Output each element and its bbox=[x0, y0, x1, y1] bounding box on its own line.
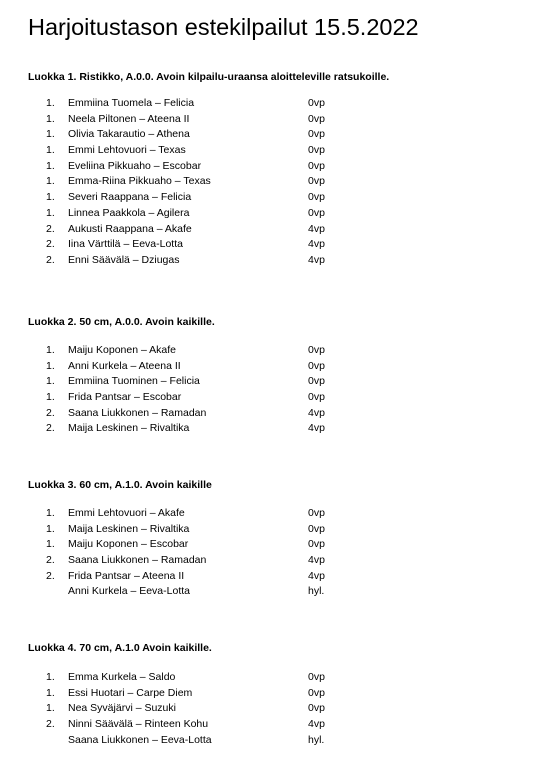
rider-horse-name: Iina Värttilä – Eeva-Lotta bbox=[68, 238, 183, 251]
rider-horse-name: Saana Liukkonen – Ramadan bbox=[68, 554, 207, 567]
class-section-4 bbox=[28, 641, 528, 748]
results-list bbox=[28, 670, 528, 748]
result-value: 0vp bbox=[308, 686, 325, 699]
result-row bbox=[28, 733, 528, 749]
result-row bbox=[28, 222, 528, 238]
placing-number: 2. bbox=[46, 554, 55, 567]
result-value: 4vp bbox=[308, 569, 325, 582]
rider-horse-name: Emma-Riina Pikkuaho – Texas bbox=[68, 175, 211, 188]
result-value: 0vp bbox=[308, 538, 325, 551]
placing-number: 1. bbox=[46, 359, 55, 372]
result-row bbox=[28, 143, 528, 159]
result-row bbox=[28, 569, 528, 585]
result-row bbox=[28, 701, 528, 717]
result-row bbox=[28, 190, 528, 206]
result-row bbox=[28, 717, 528, 733]
result-value: 0vp bbox=[308, 159, 325, 172]
rider-horse-name: Emmi Lehtovuori – Texas bbox=[68, 144, 186, 157]
placing-number: 1. bbox=[46, 538, 55, 551]
rider-horse-name: Saana Liukkonen – Eeva-Lotta bbox=[68, 733, 212, 746]
result-value: hyl. bbox=[308, 733, 325, 746]
result-row bbox=[28, 421, 528, 437]
placing-number: 2. bbox=[46, 422, 55, 435]
result-row bbox=[28, 670, 528, 686]
result-row bbox=[28, 174, 528, 190]
section-heading: Luokka 4. 70 cm, A.1.0 Avoin kaikille. bbox=[28, 642, 212, 654]
results-list bbox=[28, 96, 528, 269]
placing-number: 2. bbox=[46, 253, 55, 266]
result-value: 4vp bbox=[308, 222, 325, 235]
result-row bbox=[28, 96, 528, 112]
rider-horse-name: Emmiina Tuomela – Felicia bbox=[68, 97, 195, 109]
rider-horse-name: Frida Pantsar – Ateena II bbox=[68, 569, 185, 582]
result-value: 0vp bbox=[308, 128, 325, 141]
result-value: 0vp bbox=[308, 702, 325, 715]
placing-number: 2. bbox=[46, 718, 55, 731]
placing-number: 1. bbox=[46, 175, 55, 188]
placing-number: 1. bbox=[46, 128, 55, 141]
rider-horse-name: Anni Kurkela – Ateena II bbox=[68, 359, 181, 372]
result-value: 0vp bbox=[308, 206, 325, 219]
result-row bbox=[28, 237, 528, 253]
placing-number: 1. bbox=[46, 686, 55, 699]
section-heading: Luokka 3. 60 cm, A.1.0. Avoin kaikille bbox=[28, 479, 212, 491]
placing-number: 1. bbox=[46, 671, 55, 683]
result-value: 0vp bbox=[308, 391, 325, 404]
rider-horse-name: Emmiina Tuominen – Felicia bbox=[68, 375, 200, 388]
rider-horse-name: Emmi Lehtovuori – Akafe bbox=[68, 507, 185, 519]
placing-number: 2. bbox=[46, 222, 55, 235]
results-list bbox=[28, 343, 528, 437]
rider-horse-name: Neela Piltonen – Ateena II bbox=[68, 112, 190, 125]
result-row bbox=[28, 553, 528, 569]
result-row bbox=[28, 390, 528, 406]
result-value: 0vp bbox=[308, 522, 325, 535]
placing-number: 1. bbox=[46, 191, 55, 204]
rider-horse-name: Essi Huotari – Carpe Diem bbox=[68, 686, 193, 699]
rider-horse-name: Eveliina Pikkuaho – Escobar bbox=[68, 159, 202, 172]
result-value: 0vp bbox=[308, 97, 325, 109]
result-value: 0vp bbox=[308, 507, 325, 519]
placing-number: 1. bbox=[46, 97, 55, 109]
result-row bbox=[28, 343, 528, 359]
rider-horse-name: Maija Leskinen – Rivaltika bbox=[68, 522, 190, 535]
result-value: 0vp bbox=[308, 175, 325, 188]
result-row bbox=[28, 159, 528, 175]
page-title: Harjoitustason estekilpailut 15.5.2022 bbox=[28, 14, 419, 40]
result-value: 0vp bbox=[308, 375, 325, 388]
placing-number: 1. bbox=[46, 391, 55, 404]
result-row bbox=[28, 506, 528, 522]
result-row bbox=[28, 584, 528, 600]
result-value: 4vp bbox=[308, 253, 325, 266]
placing-number: 1. bbox=[46, 206, 55, 219]
result-row bbox=[28, 112, 528, 128]
placing-number: 1. bbox=[46, 522, 55, 535]
result-row bbox=[28, 206, 528, 222]
result-row bbox=[28, 127, 528, 143]
result-value: 0vp bbox=[308, 112, 325, 125]
placing-number: 1. bbox=[46, 144, 55, 157]
placing-number: 1. bbox=[46, 344, 55, 356]
result-value: 0vp bbox=[308, 191, 325, 204]
result-value: 0vp bbox=[308, 671, 325, 683]
class-section-1 bbox=[28, 70, 528, 269]
placing-number: 2. bbox=[46, 569, 55, 582]
rider-horse-name: Maija Leskinen – Rivaltika bbox=[68, 422, 190, 435]
rider-horse-name: Saana Liukkonen – Ramadan bbox=[68, 406, 207, 419]
placing-number: 1. bbox=[46, 159, 55, 172]
rider-horse-name: Aukusti Raappana – Akafe bbox=[68, 222, 192, 235]
rider-horse-name: Severi Raappana – Felicia bbox=[68, 191, 192, 204]
result-row bbox=[28, 406, 528, 422]
placing-number: 1. bbox=[46, 507, 55, 519]
result-row bbox=[28, 253, 528, 269]
result-row bbox=[28, 359, 528, 375]
rider-horse-name: Frida Pantsar – Escobar bbox=[68, 391, 182, 404]
placing-number: 2. bbox=[46, 406, 55, 419]
class-section-3 bbox=[28, 478, 528, 600]
placing-number: 1. bbox=[46, 375, 55, 388]
rider-horse-name: Enni Säävälä – Dziugas bbox=[68, 253, 180, 266]
result-row bbox=[28, 374, 528, 390]
rider-horse-name: Olivia Takarautio – Athena bbox=[68, 128, 190, 141]
rider-horse-name: Emma Kurkela – Saldo bbox=[68, 671, 176, 683]
placing-number: 1. bbox=[46, 702, 55, 715]
rider-horse-name: Linnea Paakkola – Agilera bbox=[68, 206, 190, 219]
rider-horse-name: Nea Syväjärvi – Suzuki bbox=[68, 702, 176, 715]
result-value: hyl. bbox=[308, 585, 325, 598]
class-section-2 bbox=[28, 315, 528, 437]
result-value: 4vp bbox=[308, 422, 325, 435]
result-row bbox=[28, 537, 528, 553]
result-value: 0vp bbox=[308, 359, 325, 372]
section-heading: Luokka 2. 50 cm, A.0.0. Avoin kaikille. bbox=[28, 316, 215, 328]
result-row bbox=[28, 686, 528, 702]
result-row bbox=[28, 522, 528, 538]
section-heading: Luokka 1. Ristikko, A.0.0. Avoin kilpailu-uraansa aloitteleville ratsukoille. bbox=[28, 71, 390, 83]
rider-horse-name: Anni Kurkela – Eeva-Lotta bbox=[68, 585, 190, 598]
rider-horse-name: Maiju Koponen – Escobar bbox=[68, 538, 189, 551]
rider-horse-name: Maiju Koponen – Akafe bbox=[68, 344, 176, 356]
result-value: 4vp bbox=[308, 406, 325, 419]
placing-number: 2. bbox=[46, 238, 55, 251]
rider-horse-name: Ninni Säävälä – Rinteen Kohu bbox=[68, 718, 209, 731]
result-value: 4vp bbox=[308, 554, 325, 567]
result-value: 4vp bbox=[308, 238, 325, 251]
placing-number: 1. bbox=[46, 112, 55, 125]
result-value: 4vp bbox=[308, 718, 325, 731]
result-value: 0vp bbox=[308, 144, 325, 157]
result-value: 0vp bbox=[308, 344, 325, 356]
results-list bbox=[28, 506, 528, 600]
